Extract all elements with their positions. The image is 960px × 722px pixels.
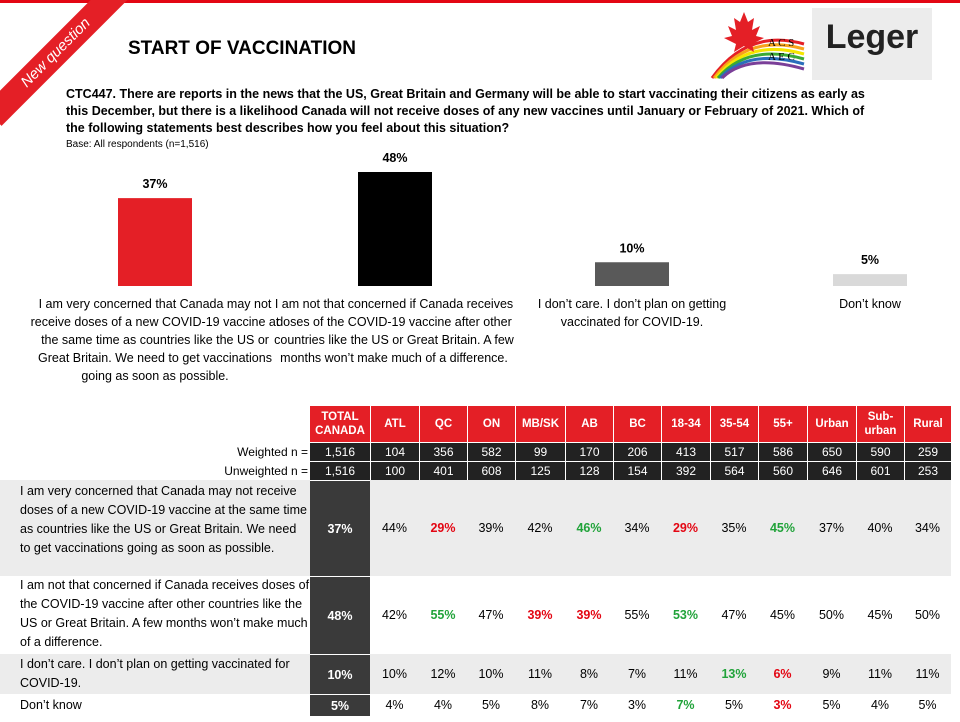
table-cell: 3%: [627, 698, 647, 712]
col-header-mbsk: MB/SK: [515, 406, 565, 442]
col-header-bc: BC: [613, 406, 661, 442]
aec-text: A E C: [768, 51, 795, 63]
row-label: Don’t know: [20, 697, 82, 712]
table-cell: 7%: [613, 654, 661, 694]
table-cell: 4%: [433, 698, 453, 712]
table-cell: 42%: [381, 608, 408, 622]
bar-value-label: 37%: [142, 177, 168, 192]
table-cell: 37%: [807, 480, 856, 576]
question-text: CTC447. There are reports in the news that the US, Great Britain and Germany will be able to start vaccinating their citizens as early as this December, but there is a likelihood Canada will not receive doses of any new vaccines until January or February of 2021. Which of the following statements best describes how you feel about this situation?: [66, 87, 865, 135]
weighted-value: 1,516: [310, 442, 370, 461]
unweighted-value: 128: [565, 461, 613, 480]
table-row: [0, 480, 951, 576]
unweighted-value: 154: [613, 461, 661, 480]
col-header-qc: QC: [419, 406, 467, 442]
col-header-atl: ATL: [370, 406, 419, 442]
table-row: [0, 576, 951, 654]
table-cell: 50%: [914, 608, 941, 622]
unweighted-value: 564: [710, 461, 758, 480]
table-cell: 40%: [856, 480, 904, 576]
bar-label-4: Don’t know: [839, 297, 901, 311]
unweighted-value: 253: [904, 461, 951, 480]
bar-value-label: 48%: [382, 151, 408, 165]
table-cell: 10%: [370, 654, 419, 694]
table-cell: 10%: [310, 654, 370, 694]
table-cell: 4%: [385, 698, 404, 712]
weighted-value: 356: [419, 442, 467, 461]
table-cell: 11%: [904, 654, 951, 694]
table-cell: 10%: [467, 654, 515, 694]
bar-value-label: 5%: [860, 253, 880, 268]
col-header-rural: Rural: [904, 406, 951, 442]
bar-label-1: I am very concerned that Canada may not receive doses of a new COVID-19 vaccine at the same time as countries like the US or Great Britain. We need to get vaccinations going as soon as possible.: [30, 297, 280, 383]
bar-1: [118, 198, 192, 286]
weighted-row: [0, 442, 951, 461]
table-row: [0, 694, 951, 716]
col-header-suburban: Sub-urban: [856, 406, 904, 442]
table-cell: 35%: [710, 480, 758, 576]
table-cell: 55%: [624, 608, 650, 622]
table-cell: 29%: [661, 480, 710, 576]
table-cell: 46%: [565, 480, 613, 576]
table-cell: 39%: [467, 480, 515, 576]
bar-2: [358, 172, 432, 286]
table-cell: 11%: [661, 654, 710, 694]
table-cell: 34%: [904, 480, 951, 576]
col-header-total: TOTAL CANADA: [310, 406, 370, 442]
unweighted-value: 125: [515, 461, 565, 480]
row-label: I am very concerned that Canada may not receive doses of a new COVID-19 vaccine at the same time as countries like the US or Great Britain. We need to get vaccinations going as soon as possible.: [0, 480, 310, 576]
table-cell: 29%: [419, 480, 467, 576]
table-cell: 5%: [918, 698, 937, 712]
weighted-value: 206: [613, 442, 661, 461]
bar-label-2: I am not that concerned if Canada receives doses of the COVID-19 vaccine after other countries like the US or Great Britain. A few months won’t make much of a difference.: [274, 297, 514, 365]
unweighted-value: 601: [856, 461, 904, 480]
table-cell: 45%: [867, 608, 893, 622]
table-cell: 7%: [579, 698, 599, 712]
table-cell: 47%: [721, 608, 747, 622]
table-cell: 5%: [724, 698, 744, 712]
new-question-ribbon: New question: [0, 0, 129, 126]
table-cell: 50%: [818, 608, 845, 622]
table-cell: 8%: [565, 654, 613, 694]
table-cell: 13%: [710, 654, 758, 694]
page-title: START OF VACCINATION: [128, 38, 356, 59]
unweighted-value: 560: [758, 461, 807, 480]
weighted-value: 170: [565, 442, 613, 461]
weighted-value: 413: [661, 442, 710, 461]
table-cell: 45%: [758, 480, 807, 576]
bar-value-label: 10%: [619, 241, 645, 256]
col-header-ab: AB: [565, 406, 613, 442]
table-cell: 5%: [310, 694, 370, 716]
table-cell: 5%: [822, 698, 841, 712]
col-header-55plus: 55+: [758, 406, 807, 442]
table-cell: 42%: [515, 480, 565, 576]
table-cell: 3%: [773, 698, 792, 712]
unweighted-row: [0, 461, 951, 480]
table-cell: 4%: [870, 698, 890, 712]
bar-chart: [0, 140, 960, 290]
table-cell: 44%: [370, 480, 419, 576]
bar-3: [595, 262, 669, 286]
table-cell: 55%: [430, 608, 456, 622]
weighted-value: 590: [856, 442, 904, 461]
table-cell: 9%: [807, 654, 856, 694]
table-cell: 5%: [481, 698, 501, 712]
row-label: I don’t care. I don’t plan on getting vaccinated for COVID-19.: [0, 654, 310, 694]
table-cell: 11%: [856, 654, 904, 694]
unweighted-value: 608: [467, 461, 515, 480]
base-note: Base: All respondents (n=1,516): [66, 139, 209, 150]
table-cell: 48%: [310, 576, 370, 654]
unweighted-value: 401: [419, 461, 467, 480]
unweighted-label: Unweighted n =: [224, 463, 308, 478]
col-header-18-34: 18-34: [661, 406, 710, 442]
col-header-on: ON: [467, 406, 515, 442]
table-cell: 12%: [419, 654, 467, 694]
col-header-urban: Urban: [807, 406, 856, 442]
weighted-value: 104: [370, 442, 419, 461]
table-cell: 53%: [672, 608, 699, 622]
acs-text: A C S: [768, 37, 795, 49]
crosstab-table: [0, 406, 951, 716]
weighted-label: Weighted n =: [237, 444, 308, 459]
header-row: [0, 406, 951, 442]
weighted-value: 582: [467, 442, 515, 461]
weighted-value: 99: [515, 442, 565, 461]
table-cell: 11%: [515, 654, 565, 694]
bar-4: [833, 274, 907, 286]
weighted-value: 650: [807, 442, 856, 461]
table-cell: 47%: [478, 608, 504, 622]
weighted-value: 259: [904, 442, 951, 461]
col-header-35-54: 35-54: [710, 406, 758, 442]
table-cell: 6%: [758, 654, 807, 694]
table-cell: 7%: [676, 698, 695, 712]
table-cell: 8%: [530, 698, 550, 712]
unweighted-value: 392: [661, 461, 710, 480]
acs-logo: [708, 8, 808, 80]
unweighted-value: 646: [807, 461, 856, 480]
table-cell: 45%: [769, 608, 796, 622]
table-cell: 37%: [310, 480, 370, 576]
top-accent-rule: [0, 0, 960, 3]
unweighted-value: 1,516: [310, 461, 370, 480]
table-cell: 39%: [576, 608, 602, 622]
table-row: [0, 654, 951, 694]
unweighted-value: 100: [370, 461, 419, 480]
leger-logo: Leger: [812, 8, 932, 80]
bar-label-3: I don’t care. I don’t plan on getting vaccinated for COVID-19.: [537, 297, 727, 329]
weighted-value: 586: [758, 442, 807, 461]
row-label: I am not that concerned if Canada receives doses of the COVID-19 vaccine after other countries like the US or Great Britain. A few months won’t make much of a difference.: [20, 578, 310, 649]
table-cell: 34%: [613, 480, 661, 576]
weighted-value: 517: [710, 442, 758, 461]
table-cell: 39%: [527, 608, 553, 622]
